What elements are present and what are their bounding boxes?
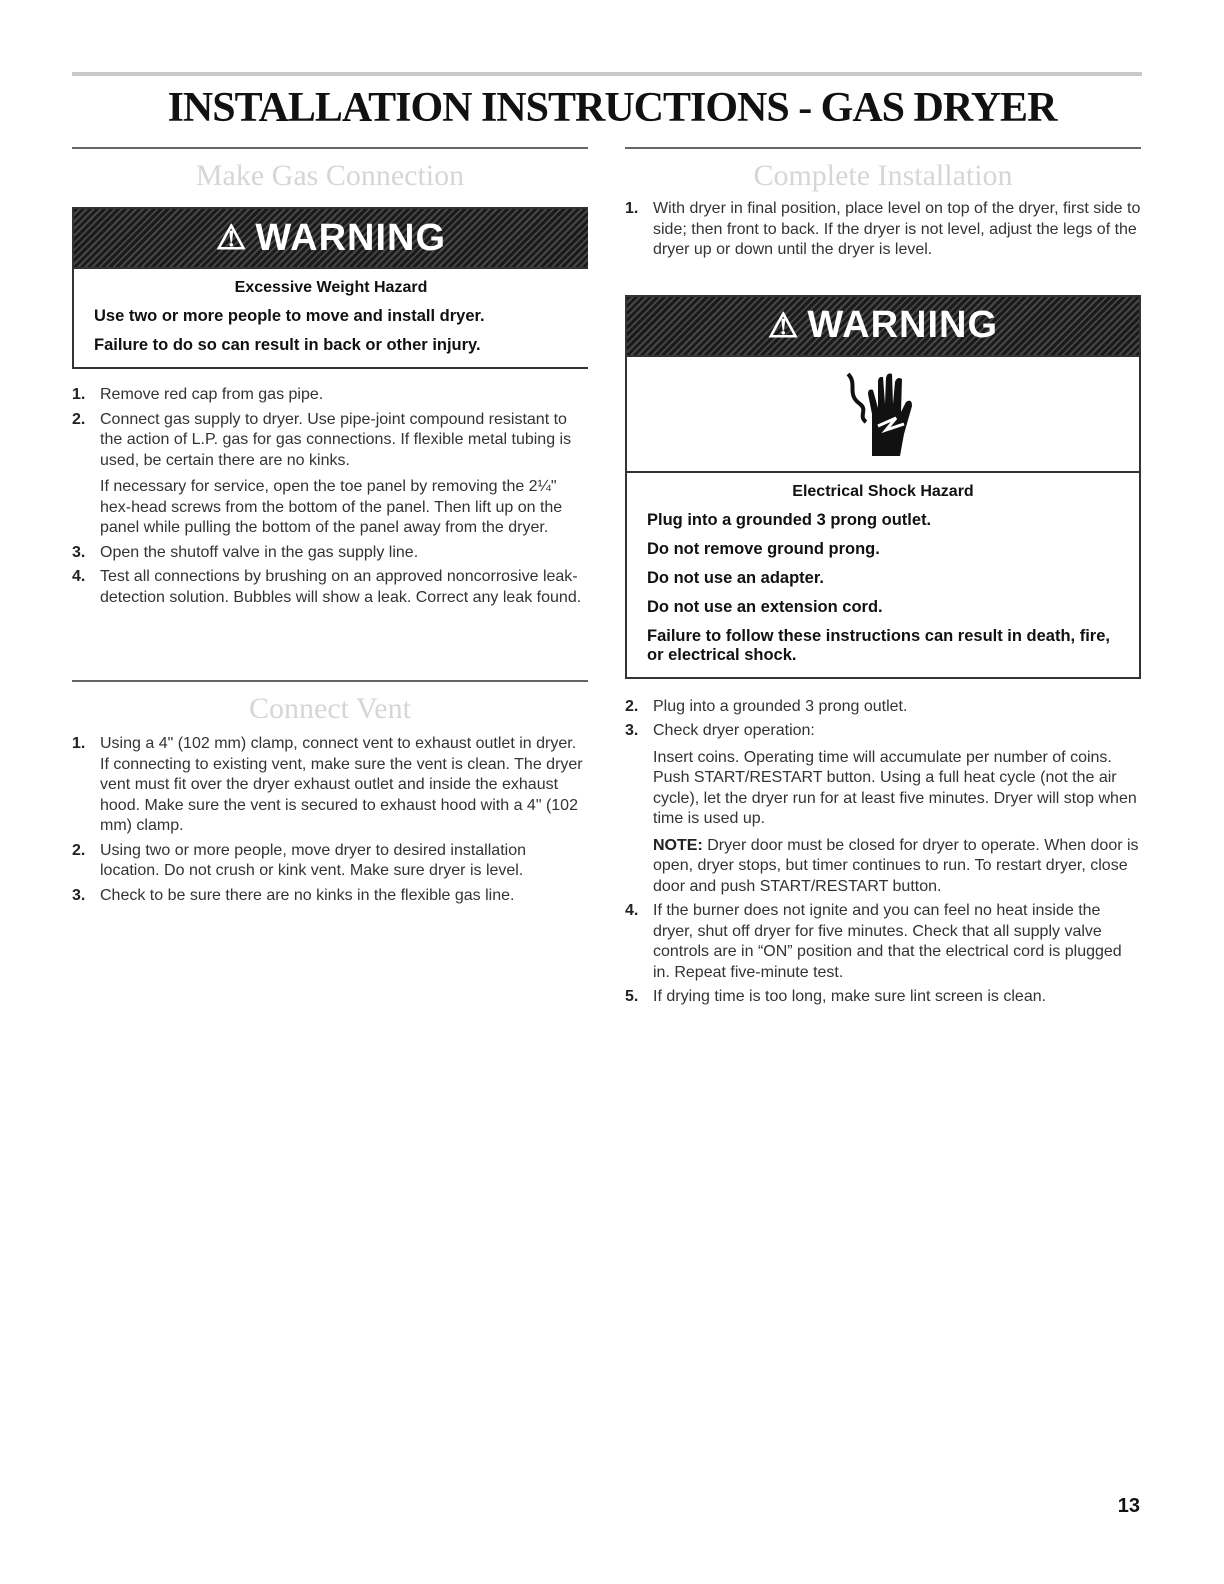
list-item: 2. Connect gas supply to dryer. Use pipe-joint compound resistant to the action of L.P. gas for gas connections. If flexible metal tubing is used, be certain there are no kinks. If necessary for service, open the toe panel by removing the 2¼" hex-head screws from the bottom of the panel. Then lift up on the panel while pulling the bottom of the panel away from the dryer. — [72, 410, 572, 536]
page-title: INSTALLATION INSTRUCTIONS - GAS DRYER — [167, 85, 1057, 131]
section-rule — [625, 147, 1141, 149]
list-item: 3. Check dryer operation: Insert coins. Operating time will accumulate per number of coins. Push START/RESTART button. Using a full heat cycle (not the air cycle), let the dryer run for at least five minutes. Dryer will stop when time is used up. NOTE: Dryer door must be closed for dryer to operate. When door is open, dryer stops, but timer continues to run. To restart dryer, close door and push START/RESTART button. — [625, 721, 1141, 897]
list-item: 4. Test all connections by brushing on an approved noncorrosive leak-detection solution. Bubbles will show a leak. Correct any leak found. — [72, 568, 582, 606]
note: NOTE: Dryer door must be closed for dryer to operate. When door is open, dryer stops, but timer continues to run. To restart dryer, close door and push START/RESTART button. — [653, 836, 1139, 895]
top-rule — [72, 72, 1142, 76]
make-gas-section — [72, 147, 588, 612]
section-rule — [72, 680, 588, 682]
complete-steps-list — [625, 697, 1141, 1008]
warning-line: Do not use an adapter. — [647, 568, 824, 587]
hazard-title: Electrical Shock Hazard — [792, 482, 974, 500]
section-rule — [72, 147, 588, 149]
page-number: 13 — [1117, 1495, 1140, 1517]
warning-banner — [627, 297, 1139, 357]
list-item: 2. Using two or more people, move dryer to desired installation location. Do not crush or kink vent. Make sure dryer is level. — [72, 841, 526, 879]
warning-label: WARNING — [255, 216, 447, 259]
warning-triangle-icon: ⚠ — [215, 219, 248, 257]
warning-box — [72, 207, 588, 369]
warning-line: Do not use an extension cord. — [647, 597, 883, 616]
complete-step1-list — [625, 199, 1141, 261]
section-heading: Make Gas Connection — [195, 159, 465, 192]
list-item: 2. Plug into a grounded 3 prong outlet. — [625, 697, 908, 715]
list-item: 1. Using a 4" (102 mm) clamp, connect vent to exhaust outlet in dryer. If connecting to existing vent, make sure the vent is clean. The dryer vent must fit over the dryer exhaust outlet and inside the exhaust hood. Make sure the vent is secured to exhaust hood with a 4" (102 mm) clamp. — [72, 735, 583, 834]
warning-banner — [74, 209, 588, 269]
list-item: 4. If the burner does not ignite and you can feel no heat inside the dryer, shut off dryer for five minutes. Check that all supply valve controls are in “ON” position and that the electrical cord is plugged in. Repeat five-minute test. — [625, 902, 1122, 981]
warning-line: Failure to do so can result in back or other injury. — [94, 336, 481, 354]
gas-steps-list — [72, 385, 588, 608]
list-item: 1. Remove red cap from gas pipe. — [72, 386, 324, 403]
vent-steps-list — [72, 734, 588, 906]
complete-section — [625, 147, 1141, 1012]
list-item: 1. With dryer in final position, place level on top of the dryer, first side to side; then front to back. If the dryer is not level, adjust the legs of the dryer up or down until the dryer is level. — [625, 200, 1141, 258]
warning-triangle-icon: ⚠ — [767, 306, 800, 345]
list-item: 5. If drying time is too long, make sure lint screen is clean. — [625, 988, 1047, 1005]
electric-shock-hand-icon — [838, 364, 928, 464]
warning-label: WARNING — [807, 304, 999, 346]
warning-line: Do not remove ground prong. — [647, 539, 880, 558]
warning-line: Use two or more people to move and install dryer. — [94, 307, 485, 325]
connect-vent-section — [72, 680, 588, 910]
warning-line: Plug into a grounded 3 prong outlet. — [647, 510, 932, 529]
shock-icon-area — [627, 357, 1139, 473]
warning-body — [627, 473, 1139, 677]
warning-line: Failure to follow these instructions can result in death, fire, or electrical shock. — [647, 626, 1110, 664]
hazard-title: Excessive Weight Hazard — [234, 279, 428, 296]
list-item: 3. Check to be sure there are no kinks in the flexible gas line. — [72, 886, 515, 904]
section-heading: Connect Vent — [249, 692, 411, 725]
list-item: 3. Open the shutoff valve in the gas supply line. — [72, 543, 419, 561]
warning-body — [74, 269, 588, 367]
section-heading: Complete Installation — [753, 159, 1013, 192]
electrical-warning-box — [625, 295, 1141, 679]
